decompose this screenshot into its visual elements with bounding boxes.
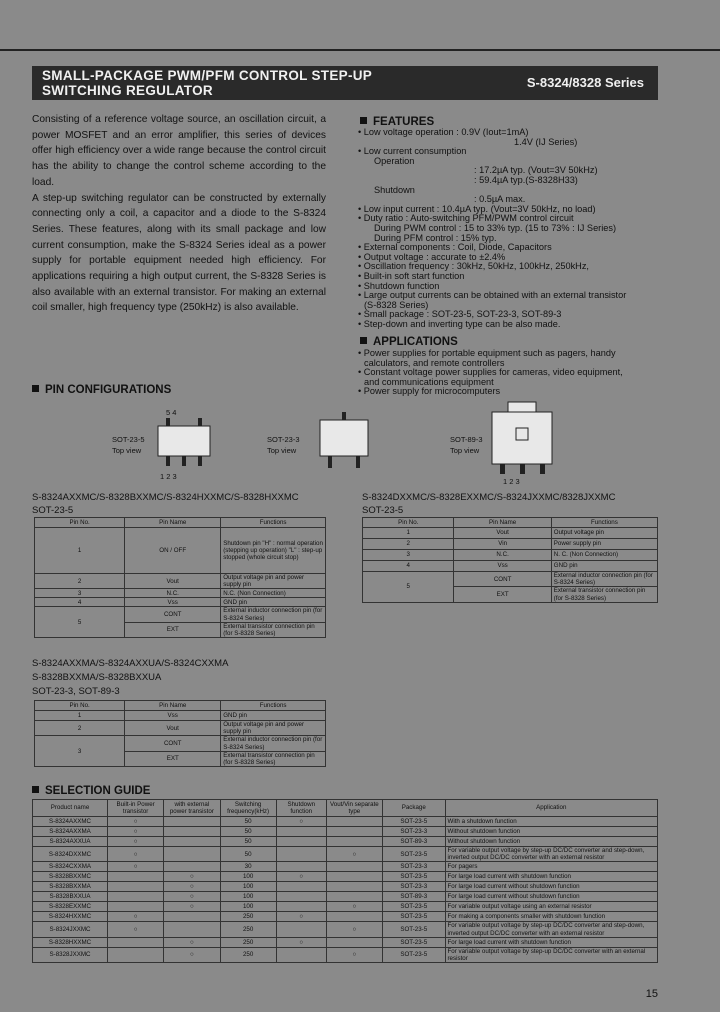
- selection-cell: S-8324JXXMC: [33, 922, 108, 937]
- feature-line: • Duty ratio : Auto-switching PFM/PWM control circuit: [358, 213, 574, 224]
- selection-cell: For variable output voltage by step-up DC/DC converter and step-down, inverted output DC/DC converter with an external resistor: [445, 922, 658, 937]
- selection-header: Built-in Power transistor: [108, 800, 164, 817]
- series-name: S-8324/8328 Series: [526, 75, 644, 90]
- selection-cell: [276, 922, 326, 937]
- features-heading: FEATURES: [360, 116, 434, 128]
- selection-cell: SOT-89-3: [383, 892, 446, 902]
- pin-name: Vin: [454, 539, 551, 550]
- top-rule: [0, 49, 720, 51]
- selection-cell: S-8328BXXUA: [33, 892, 108, 902]
- application-line: and communications equipment: [364, 376, 494, 387]
- selection-cell: SOT-23-5: [383, 902, 446, 912]
- diagram1-view-label: Top view: [112, 446, 142, 455]
- selection-row: [33, 817, 658, 827]
- selection-cell: SOT-23-5: [383, 937, 446, 947]
- selection-header: Switching frequency(kHz): [220, 800, 276, 817]
- selection-cell: SOT-23-5: [383, 922, 446, 937]
- selection-cell: [326, 827, 382, 837]
- selection-cell: 100: [220, 882, 276, 892]
- feature-line: During PFM control : 15% typ.: [374, 232, 497, 243]
- table2-pkg-label: SOT-23-5: [362, 505, 404, 516]
- selection-header: Package: [383, 800, 446, 817]
- pin-number: 1: [35, 528, 125, 574]
- selection-cell: [164, 922, 220, 937]
- selection-cell: With a shutdown function: [445, 817, 658, 827]
- selection-cell: S-8324AXXMC: [33, 817, 108, 827]
- pin-number: 1: [363, 528, 454, 539]
- selection-cell: 250: [220, 937, 276, 947]
- feature-line: • Large output currents can be obtained with an external transistor: [358, 290, 627, 301]
- feature-line: • Small package : SOT-23-5, SOT-23-3, SOT-89-3: [358, 309, 562, 320]
- feature-line: • Low current consumption: [358, 146, 467, 157]
- pin-name: ON / OFF: [125, 528, 221, 574]
- selection-cell: ○: [108, 862, 164, 872]
- diagram2-view-label: Top view: [267, 446, 297, 455]
- selection-header: Product name: [33, 800, 108, 817]
- selection-header: with external power transistor: [164, 800, 220, 817]
- selection-cell: 250: [220, 947, 276, 962]
- selection-cell: 100: [220, 892, 276, 902]
- selection-cell: [108, 947, 164, 962]
- selection-cell: [164, 827, 220, 837]
- pin-table-row: [363, 539, 658, 550]
- selection-cell: ○: [164, 872, 220, 882]
- selection-cell: S-8324DXXMC: [33, 847, 108, 862]
- selection-cell: SOT-23-3: [383, 827, 446, 837]
- selection-cell: [326, 912, 382, 922]
- application-line: • Power supply for microcomputers: [358, 386, 501, 397]
- selection-cell: For large load current without shutdown function: [445, 892, 658, 902]
- selection-cell: S-8328EXXMC: [33, 902, 108, 912]
- feature-line: • Shutdown function: [358, 280, 440, 291]
- selection-cell: SOT-23-3: [383, 882, 446, 892]
- pin-table-header: Pin No.: [35, 518, 125, 528]
- pin-name: CONT: [125, 607, 221, 622]
- pin-table-row: [363, 550, 658, 561]
- selection-cell: [164, 862, 220, 872]
- selection-cell: [326, 937, 382, 947]
- feature-line: • Low voltage operation : 0.9V (Iout=1mA): [358, 127, 529, 137]
- selection-cell: [276, 837, 326, 847]
- pin-table-header: Pin Name: [454, 518, 551, 528]
- pin-function: Shutdown pin "H" : normal operation (stepping up operation) "L" : step-up stopped (whole circuit stop): [221, 528, 326, 574]
- selection-cell: S-8324AXXUA: [33, 837, 108, 847]
- pin-table-row: [363, 572, 658, 587]
- pin-function: N.C. (Non Connection): [221, 589, 326, 598]
- selection-cell: SOT-23-5: [383, 817, 446, 827]
- pin-number: 1: [35, 711, 125, 721]
- pin-name: CONT: [125, 736, 221, 751]
- selection-cell: ○: [108, 837, 164, 847]
- pin-number: 2: [35, 721, 125, 736]
- pin-table-header: Functions: [221, 518, 326, 528]
- pin-table-row: [35, 736, 326, 751]
- pin-name: Vout: [125, 574, 221, 589]
- pin-function: External transistor connection pin (for S-8328 Series): [551, 587, 657, 602]
- selection-header: Vout/Vin separate type: [326, 800, 382, 817]
- feature-line: Shutdown: [374, 184, 415, 195]
- selection-cell: SOT-89-3: [383, 837, 446, 847]
- feature-line: (S-8328 Series): [364, 299, 429, 310]
- pin-table-row: [35, 598, 326, 607]
- diagram2-pkg-label: SOT-23-3: [267, 435, 300, 444]
- selection-cell: 50: [220, 847, 276, 862]
- selection-row: [33, 837, 658, 847]
- feature-line: • Step-down and inverting type can be also made.: [358, 319, 561, 329]
- pin-function: GND pin: [221, 598, 326, 607]
- selection-cell: S-8328BXXMA: [33, 882, 108, 892]
- pin-name: N.C.: [125, 589, 221, 598]
- selection-row: [33, 872, 658, 882]
- feature-line: Operation: [374, 155, 415, 166]
- selection-row: [33, 862, 658, 872]
- pin-name: EXT: [454, 587, 551, 602]
- application-line: calculators, and remote controllers: [364, 357, 505, 368]
- table1-pkg-label: SOT-23-5: [32, 505, 74, 516]
- selection-row: [33, 922, 658, 937]
- selection-row: [33, 912, 658, 922]
- selection-cell: ○: [164, 882, 220, 892]
- pin-number: 2: [35, 574, 125, 589]
- selection-cell: 100: [220, 872, 276, 882]
- pin-name: Vss: [454, 561, 551, 572]
- selection-cell: ○: [276, 937, 326, 947]
- selection-row: [33, 827, 658, 837]
- selection-cell: 30: [220, 862, 276, 872]
- selection-cell: ○: [164, 937, 220, 947]
- pin-number: 2: [363, 539, 454, 550]
- selection-cell: ○: [108, 922, 164, 937]
- sot23-5-package-icon: [150, 416, 220, 474]
- diagram1-top-pins: 5 4: [166, 408, 177, 417]
- pin-name: EXT: [125, 751, 221, 766]
- selection-cell: [108, 872, 164, 882]
- selection-cell: For large load current with shutdown function: [445, 937, 658, 947]
- pin-function: Output voltage pin and power supply pin: [221, 574, 326, 589]
- selection-header: Application: [445, 800, 658, 817]
- selection-cell: For variable output voltage by step-up DC/DC converter with an external resistor: [445, 947, 658, 962]
- selection-cell: ○: [326, 922, 382, 937]
- selection-cell: [276, 892, 326, 902]
- pin-table-row: [35, 589, 326, 598]
- selection-cell: SOT-23-5: [383, 872, 446, 882]
- selection-cell: S-8324AXXMA: [33, 827, 108, 837]
- selection-row: [33, 882, 658, 892]
- feature-line: : 59.4µA typ.(S-8328H33): [474, 175, 578, 185]
- pin-table-row: [35, 574, 326, 589]
- selection-cell: S-8328JXXMC: [33, 947, 108, 962]
- selection-cell: For pagers: [445, 862, 658, 872]
- selection-cell: [164, 847, 220, 862]
- selection-cell: ○: [108, 847, 164, 862]
- selection-cell: SOT-23-5: [383, 947, 446, 962]
- selection-cell: ○: [276, 817, 326, 827]
- diagram3-view-label: Top view: [450, 446, 480, 455]
- selection-cell: ○: [164, 892, 220, 902]
- selection-cell: 50: [220, 837, 276, 847]
- pin-number: 3: [363, 550, 454, 561]
- intro-paragraph-2: A step-up switching regulator can be constructed by externally connecting only a coil, a capacitor and a diode to the S-8324 Series. These features, along with its small package and low current consumption, make the S-8324 Series ideal as a power supply for portable equipment needed high efficiency. For applications requiring a high output current, the S-8328 Series is also available with an external transistor. For making an external coil smaller, high frequency type (250kHz) is also available.: [32, 192, 326, 314]
- pin-table-3: [34, 700, 326, 767]
- selection-cell: [108, 902, 164, 912]
- pin-table-1: [34, 517, 326, 638]
- pin-name: EXT: [125, 622, 221, 637]
- feature-line: • Low input current : 10.4µA typ. (Vout=3V 50kHz, no load): [358, 203, 596, 214]
- application-line: • Power supplies for portable equipment such as pagers, handy: [358, 348, 616, 358]
- pin-config-heading: PIN CONFIGURATIONS: [32, 384, 171, 396]
- selection-cell: [108, 937, 164, 947]
- pin-table-header: Pin Name: [125, 518, 221, 528]
- features-list: [358, 127, 668, 327]
- pin-number: 5: [363, 572, 454, 603]
- feature-line: • Output voltage : accurate to ±2.4%: [358, 251, 506, 262]
- feature-line: : 17.2µA typ. (Vout=3V 50kHz): [474, 165, 598, 176]
- selection-cell: Without shutdown function: [445, 837, 658, 847]
- selection-heading: SELECTION GUIDE: [32, 785, 150, 797]
- pin-table-row: [35, 528, 326, 574]
- selection-guide-table: [32, 799, 658, 963]
- selection-cell: 50: [220, 827, 276, 837]
- pin-function: External transistor connection pin (for S-8328 Series): [221, 751, 326, 766]
- selection-cell: ○: [326, 947, 382, 962]
- feature-line: During PWM control : 15 to 33% typ. (15 to 73% : IJ Series): [374, 223, 617, 233]
- feature-line: • Built-in soft start function: [358, 271, 465, 281]
- selection-cell: 50: [220, 817, 276, 827]
- pin-function: Output voltage pin: [551, 528, 657, 539]
- applications-heading: APPLICATIONS: [360, 336, 458, 348]
- pin-table-row: [363, 561, 658, 572]
- diagram3-bottom-pins: 1 2 3: [503, 477, 520, 486]
- selection-cell: SOT-23-5: [383, 847, 446, 862]
- pin-table-header: Functions: [221, 701, 326, 711]
- diagram1-bottom-pins: 1 2 3: [160, 472, 177, 481]
- sot89-3-package-icon: [484, 400, 564, 480]
- pin-table-header: Pin No.: [363, 518, 454, 528]
- application-line: • Constant voltage power supplies for cameras, video equipment,: [358, 367, 623, 378]
- pin-function: N. C. (Non Connection): [551, 550, 657, 561]
- selection-row: [33, 947, 658, 962]
- applications-list: [358, 348, 668, 408]
- title-line-2: SWITCHING REGULATOR: [42, 83, 213, 98]
- pin-name: CONT: [454, 572, 551, 587]
- selection-cell: ○: [164, 947, 220, 962]
- pin-table-row: [35, 607, 326, 622]
- pin-name: Vout: [454, 528, 551, 539]
- pin-number: 4: [35, 598, 125, 607]
- pin-function: GND pin: [221, 711, 326, 721]
- selection-cell: S-8328BXXMC: [33, 872, 108, 882]
- selection-cell: ○: [164, 902, 220, 912]
- selection-cell: For variable output voltage using an external resistor: [445, 902, 658, 912]
- pin-function: External transistor connection pin (for S-8328 Series): [221, 622, 326, 637]
- selection-cell: [276, 882, 326, 892]
- pin-table-row: [35, 711, 326, 721]
- pin-number: 5: [35, 607, 125, 638]
- selection-cell: [326, 872, 382, 882]
- selection-cell: [164, 817, 220, 827]
- selection-cell: [276, 902, 326, 912]
- selection-cell: ○: [326, 902, 382, 912]
- pin-name: Vss: [125, 598, 221, 607]
- selection-cell: [276, 947, 326, 962]
- selection-cell: [326, 882, 382, 892]
- feature-line: • Oscillation frequency : 30kHz, 50kHz, 100kHz, 250kHz,: [358, 261, 589, 272]
- table1-part-label: S-8324AXXMC/S-8328BXXMC/S-8324HXXMC/S-8328HXXMC: [32, 492, 299, 503]
- selection-cell: S-8328HXXMC: [33, 937, 108, 947]
- table2-part-label: S-8324DXXMC/S-8328EXXMC/S-8324JXXMC/8328JXXMC: [362, 492, 616, 503]
- selection-cell: For making a components smaller with shutdown function: [445, 912, 658, 922]
- pin-function: Output voltage pin and power supply pin: [221, 721, 326, 736]
- feature-line: • External components : Coil, Diode, Capacitors: [358, 242, 552, 253]
- table3-pkg-label: SOT-23-3, SOT-89-3: [32, 686, 120, 697]
- pin-number: 3: [35, 736, 125, 767]
- pin-table-row: [363, 528, 658, 539]
- pin-table-header: Functions: [551, 518, 657, 528]
- selection-cell: SOT-23-3: [383, 862, 446, 872]
- selection-cell: 250: [220, 912, 276, 922]
- pin-function: GND pin: [551, 561, 657, 572]
- selection-cell: [108, 882, 164, 892]
- pin-function: Power supply pin: [551, 539, 657, 550]
- pin-name: N.C.: [454, 550, 551, 561]
- pin-table-2: [362, 517, 658, 603]
- selection-cell: For large load current without shutdown function: [445, 882, 658, 892]
- diagram3-pkg-label: SOT-89-3: [450, 435, 483, 444]
- selection-cell: ○: [108, 912, 164, 922]
- intro-paragraph-1: Consisting of a reference voltage source, an oscillation circuit, a power MOSFET and an error amplifier, this series of devices offer high efficiency over a wide range because the control circuit has the ability to change the control scheme according to the load.: [32, 114, 326, 188]
- page-number: 15: [645, 988, 658, 1000]
- pin-name: Vout: [125, 721, 221, 736]
- selection-cell: ○: [276, 912, 326, 922]
- sot23-3-package-icon: [310, 412, 380, 474]
- selection-row: [33, 937, 658, 947]
- selection-cell: S-8324HXXMC: [33, 912, 108, 922]
- selection-row: [33, 892, 658, 902]
- intro-text: [32, 112, 326, 316]
- selection-cell: [276, 862, 326, 872]
- diagram1-pkg-label: SOT-23-5: [112, 435, 145, 444]
- selection-header: Shutdown function: [276, 800, 326, 817]
- selection-cell: [326, 892, 382, 902]
- pin-table-row: [35, 721, 326, 736]
- selection-cell: ○: [108, 817, 164, 827]
- pin-name: Vss: [125, 711, 221, 721]
- selection-cell: ○: [326, 847, 382, 862]
- selection-cell: [108, 892, 164, 902]
- selection-cell: SOT-23-5: [383, 912, 446, 922]
- selection-cell: ○: [108, 827, 164, 837]
- pin-table-header: Pin No.: [35, 701, 125, 711]
- pin-table-header: Pin Name: [125, 701, 221, 711]
- selection-row: [33, 902, 658, 912]
- selection-cell: For variable output voltage by step-up DC/DC converter and step-down, inverted output DC/DC converter with an external resistor: [445, 847, 658, 862]
- pin-function: External inductor connection pin (for S-8324 Series): [551, 572, 657, 587]
- title-banner: [32, 66, 658, 100]
- title-line-1: SMALL-PACKAGE PWM/PFM CONTROL STEP-UP: [42, 68, 373, 83]
- pin-number: 4: [363, 561, 454, 572]
- selection-cell: [164, 912, 220, 922]
- selection-cell: [276, 827, 326, 837]
- feature-line: : 0.5µA max.: [474, 194, 526, 205]
- selection-cell: ○: [276, 872, 326, 882]
- selection-cell: [326, 837, 382, 847]
- selection-cell: 100: [220, 902, 276, 912]
- table3-part-label-2: S-8328BXXMA/S-8328BXXUA: [32, 672, 162, 683]
- selection-cell: 250: [220, 922, 276, 937]
- selection-cell: [326, 862, 382, 872]
- selection-cell: For large load current with shutdown function: [445, 872, 658, 882]
- selection-cell: S-8324CXXMA: [33, 862, 108, 872]
- pin-function: External inductor connection pin (for S-8324 Series): [221, 607, 326, 622]
- table3-part-label-1: S-8324AXXMA/S-8324AXXUA/S-8324CXXMA: [32, 658, 229, 669]
- pin-function: External inductor connection pin (for S-8324 Series): [221, 736, 326, 751]
- selection-row: [33, 847, 658, 862]
- pin-number: 3: [35, 589, 125, 598]
- selection-cell: Without shutdown function: [445, 827, 658, 837]
- selection-cell: [164, 837, 220, 847]
- feature-line: 1.4V (IJ Series): [514, 136, 578, 147]
- selection-cell: [326, 817, 382, 827]
- selection-cell: [276, 847, 326, 862]
